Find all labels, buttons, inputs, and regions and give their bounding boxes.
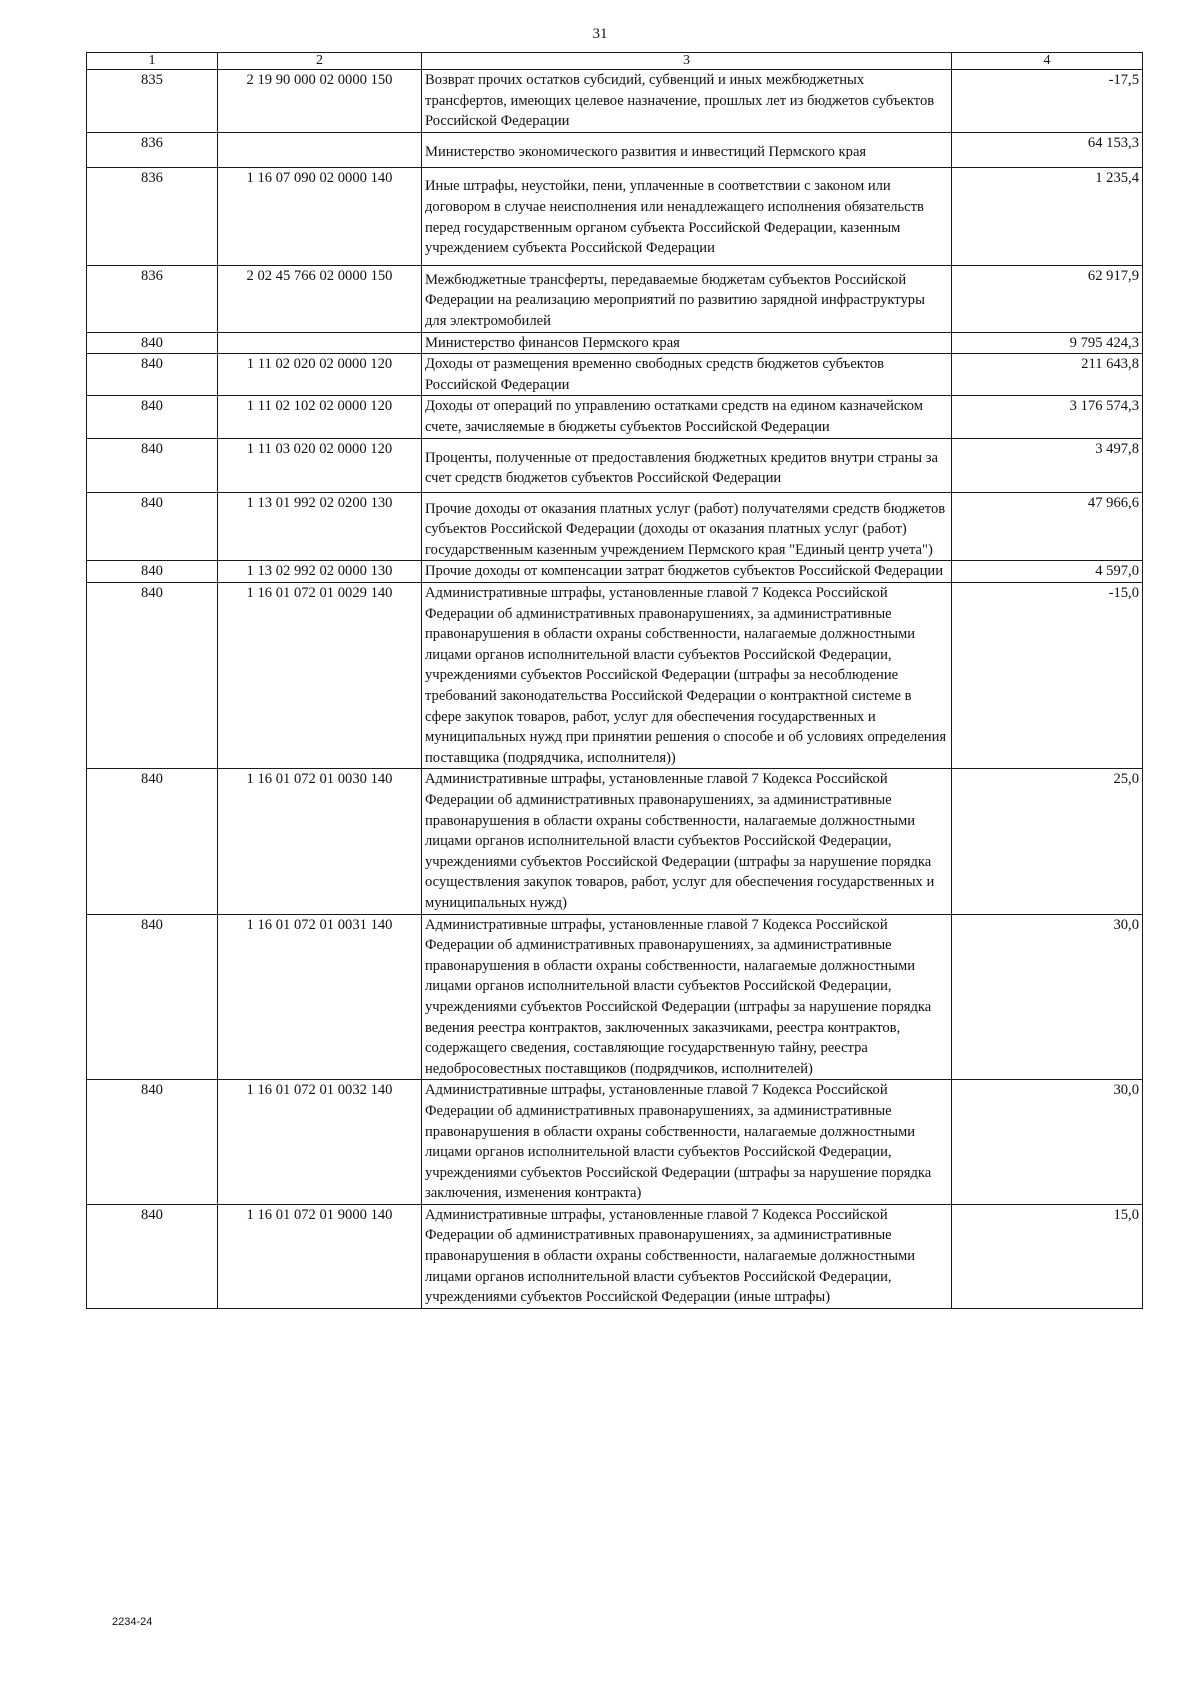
budget-code-cell: 1 16 07 090 02 0000 140 <box>218 168 422 265</box>
description-cell: Административные штрафы, установленные главой 7 Кодекса Российской Федерации об административных правонарушениях, за административные правонарушения в области охраны собственности, налагаемые должностными лицами органов исполнительной власти субъектов Российской Федерации, учреждениями субъектов Российской Федерации (иные штрафы) <box>422 1204 952 1308</box>
budget-code-cell <box>218 332 422 354</box>
budget-revenue-table <box>86 52 1143 1309</box>
admin-code-cell: 840 <box>87 354 218 396</box>
description-cell: Иные штрафы, неустойки, пени, уплаченные в соответствии с законом или договором в случае неисполнения или ненадлежащего исполнения обязательств перед государственным органом субъекта Российской Федерации, казенным учреждением субъекта Российской Федерации <box>422 168 952 265</box>
admin-code-cell: 840 <box>87 1080 218 1205</box>
table-row <box>87 583 1143 769</box>
table-row <box>87 1080 1143 1205</box>
description-cell: Административные штрафы, установленные главой 7 Кодекса Российской Федерации об административных правонарушениях, за административные правонарушения в области охраны собственности, налагаемые должностными лицами органов исполнительной власти субъектов Российской Федерации, учреждениями субъектов Российской Федерации (штрафы за нарушение порядка осуществления закупок товаров, работ, услуг для обеспечения государственных и муниципальных нужд) <box>422 769 952 914</box>
budget-code-cell <box>218 132 422 168</box>
description-cell: Возврат прочих остатков субсидий, субвенций и иных межбюджетных трансфертов, имеющих целевое назначение, прошлых лет из бюджетов субъектов Российской Федерации <box>422 70 952 133</box>
budget-code-cell: 2 02 45 766 02 0000 150 <box>218 265 422 332</box>
amount-cell: 211 643,8 <box>952 354 1143 396</box>
amount-cell: 30,0 <box>952 914 1143 1080</box>
table-row <box>87 354 1143 396</box>
budget-code-cell: 1 13 02 992 02 0000 130 <box>218 561 422 583</box>
amount-cell: 3 176 574,3 <box>952 396 1143 438</box>
budget-code-cell: 1 16 01 072 01 0031 140 <box>218 914 422 1080</box>
admin-code-cell: 840 <box>87 561 218 583</box>
admin-code-cell: 840 <box>87 583 218 769</box>
budget-code-cell: 1 11 02 102 02 0000 120 <box>218 396 422 438</box>
table-row <box>87 332 1143 354</box>
column-header-4: 4 <box>952 53 1143 70</box>
admin-code-cell: 840 <box>87 332 218 354</box>
budget-code-cell: 1 16 01 072 01 0032 140 <box>218 1080 422 1205</box>
budget-code-cell: 1 16 01 072 01 9000 140 <box>218 1204 422 1308</box>
table-row <box>87 438 1143 492</box>
table-row <box>87 561 1143 583</box>
budget-code-cell: 1 11 03 020 02 0000 120 <box>218 438 422 492</box>
description-cell: Административные штрафы, установленные главой 7 Кодекса Российской Федерации об административных правонарушениях, за административные правонарушения в области охраны собственности, налагаемые должностными лицами органов исполнительной власти субъектов Российской Федерации, учреждениями субъектов Российской Федерации (штрафы за нарушение порядка заключения, изменения контракта) <box>422 1080 952 1205</box>
admin-code-cell: 836 <box>87 265 218 332</box>
amount-cell: 9 795 424,3 <box>952 332 1143 354</box>
column-header-2: 2 <box>218 53 422 70</box>
amount-cell: 1 235,4 <box>952 168 1143 265</box>
table-row <box>87 396 1143 438</box>
amount-cell: -15,0 <box>952 583 1143 769</box>
amount-cell: 3 497,8 <box>952 438 1143 492</box>
budget-code-cell: 2 19 90 000 02 0000 150 <box>218 70 422 133</box>
admin-code-cell: 840 <box>87 438 218 492</box>
table-row <box>87 914 1143 1080</box>
amount-cell: 25,0 <box>952 769 1143 914</box>
amount-cell: 64 153,3 <box>952 132 1143 168</box>
amount-cell: 4 597,0 <box>952 561 1143 583</box>
header-row <box>87 53 1143 70</box>
budget-code-cell: 1 16 01 072 01 0029 140 <box>218 583 422 769</box>
document-code: 2234-24 <box>112 1616 153 1628</box>
table-body <box>87 70 1143 1309</box>
table-row <box>87 70 1143 133</box>
table-row <box>87 132 1143 168</box>
table-row <box>87 265 1143 332</box>
admin-code-cell: 840 <box>87 396 218 438</box>
description-cell: Доходы от размещения временно свободных средств бюджетов субъектов Российской Федерации <box>422 354 952 396</box>
description-cell: Министерство экономического развития и инвестиций Пермского края <box>422 132 952 168</box>
budget-code-cell: 1 13 01 992 02 0200 130 <box>218 492 422 561</box>
description-cell: Прочие доходы от оказания платных услуг (работ) получателями средств бюджетов субъектов Российской Федерации (доходы от оказания платных услуг (работ) государственным казенным учреждением Пермского края "Единый центр учета") <box>422 492 952 561</box>
admin-code-cell: 840 <box>87 492 218 561</box>
admin-code-cell: 835 <box>87 70 218 133</box>
budget-code-cell: 1 11 02 020 02 0000 120 <box>218 354 422 396</box>
budget-code-cell: 1 16 01 072 01 0030 140 <box>218 769 422 914</box>
description-cell: Прочие доходы от компенсации затрат бюджетов субъектов Российской Федерации <box>422 561 952 583</box>
admin-code-cell: 836 <box>87 132 218 168</box>
table-row <box>87 769 1143 914</box>
description-cell: Административные штрафы, установленные главой 7 Кодекса Российской Федерации об административных правонарушениях, за административные правонарушения в области охраны собственности, налагаемые должностными лицами органов исполнительной власти субъектов Российской Федерации, учреждениями субъектов Российской Федерации (штрафы за несоблюдение требований законодательства Российской Федерации о контрактной системе в сфере закупок товаров, работ, услуг для обеспечения государственных и муниципальных нужд при принятии решения о способе и об условиях определения поставщика (подрядчика, исполнителя)) <box>422 583 952 769</box>
admin-code-cell: 840 <box>87 769 218 914</box>
admin-code-cell: 840 <box>87 1204 218 1308</box>
table-row <box>87 1204 1143 1308</box>
description-cell: Межбюджетные трансферты, передаваемые бюджетам субъектов Российской Федерации на реализацию мероприятий по развитию зарядной инфраструктуры для электромобилей <box>422 265 952 332</box>
amount-cell: 15,0 <box>952 1204 1143 1308</box>
table-row <box>87 168 1143 265</box>
amount-cell: 47 966,6 <box>952 492 1143 561</box>
table-header <box>87 53 1143 70</box>
column-header-3: 3 <box>422 53 952 70</box>
description-cell: Проценты, полученные от предоставления бюджетных кредитов внутри страны за счет средств бюджетов субъектов Российской Федерации <box>422 438 952 492</box>
admin-code-cell: 836 <box>87 168 218 265</box>
amount-cell: 30,0 <box>952 1080 1143 1205</box>
admin-code-cell: 840 <box>87 914 218 1080</box>
description-cell: Административные штрафы, установленные главой 7 Кодекса Российской Федерации об административных правонарушениях, за административные правонарушения в области охраны собственности, налагаемые должностными лицами органов исполнительной власти субъектов Российской Федерации, учреждениями субъектов Российской Федерации (штрафы за нарушение порядка ведения реестра контрактов, заключенных заказчиками, реестра контрактов, содержащего сведения, составляющие государственную тайну, реестра недобросовестных поставщиков (подрядчиков, исполнителей) <box>422 914 952 1080</box>
table-row <box>87 492 1143 561</box>
description-cell: Доходы от операций по управлению остатками средств на едином казначейском счете, зачисляемые в бюджеты субъектов Российской Федерации <box>422 396 952 438</box>
page-number: 31 <box>592 26 608 42</box>
amount-cell: 62 917,9 <box>952 265 1143 332</box>
description-cell: Министерство финансов Пермского края <box>422 332 952 354</box>
amount-cell: -17,5 <box>952 70 1143 133</box>
column-header-1: 1 <box>87 53 218 70</box>
